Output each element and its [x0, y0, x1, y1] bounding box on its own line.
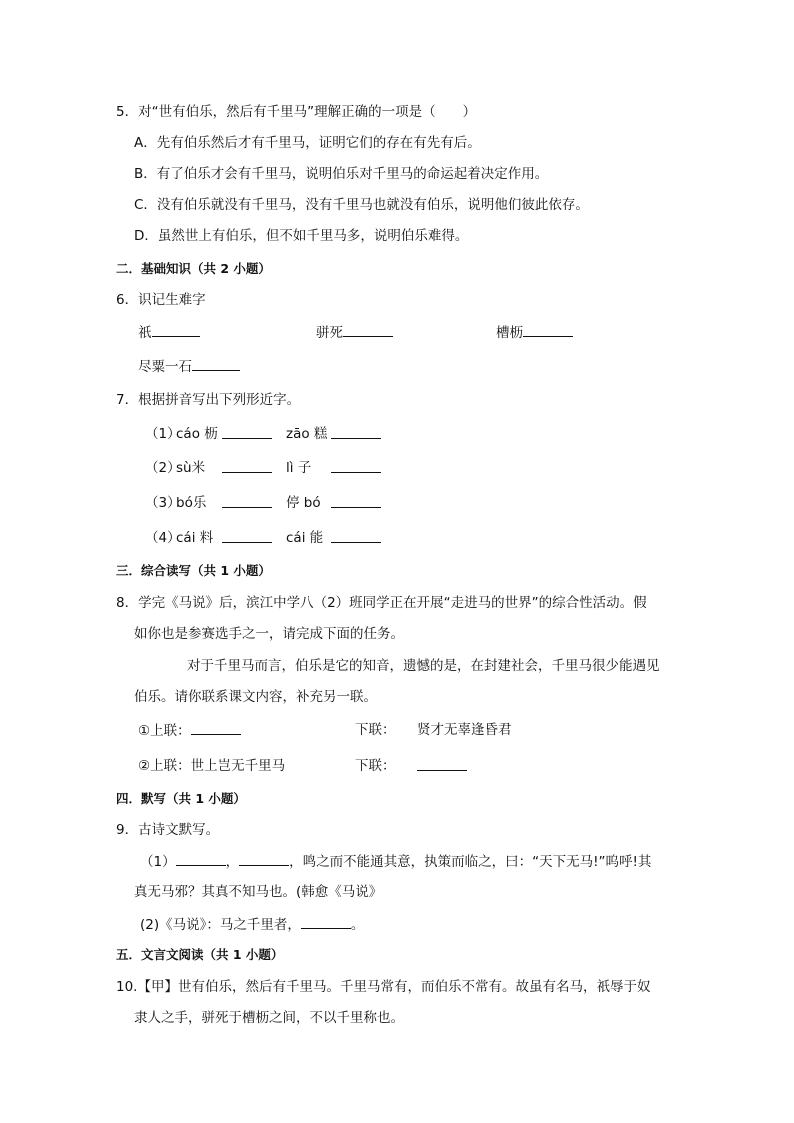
q8-paragraph-line2: 伯乐。请你联系课文内容，补充另一联。	[134, 689, 377, 705]
q6-item	[316, 323, 393, 342]
couplet-1-lower: 贤才无辜逢昏君	[417, 722, 512, 738]
q7-row-num: （2）	[145, 460, 181, 476]
q7-row-num: （4）	[145, 530, 181, 546]
q6-item-label: 祇	[138, 325, 152, 341]
answer-blank[interactable]	[331, 494, 381, 513]
q9-line3	[140, 915, 364, 934]
q6-item-label: 尽粟一石	[138, 359, 192, 375]
q7-row-item-a: bó乐	[176, 495, 207, 511]
couplet-2-lower-label: 下联：	[355, 758, 396, 774]
q8-paragraph-line1: 对于千里马而言，伯乐是它的知音，遗憾的是，在封建社会，千里马很少能遇见	[187, 658, 660, 674]
q9-line1-tail: ，鸣之而不能通其意，执策而临之，曰：“天下无马!”呜呼!其	[289, 854, 652, 870]
answer-blank[interactable]	[331, 459, 381, 478]
section-heading-basic: 二．基础知识（共 2 小题）	[116, 261, 271, 276]
q5-option-b: B．有了伯乐才会有千里马，说明伯乐对千里马的命运起着决定作用。	[134, 166, 549, 182]
q6-item-label: 槽枥	[496, 325, 523, 341]
q9-line1	[140, 852, 651, 871]
q6-stem: 6．识记生难字	[116, 292, 206, 308]
answer-blank[interactable]	[523, 323, 573, 337]
q7-row-num: （3）	[145, 495, 181, 511]
q9-line3-end: 。	[350, 917, 365, 933]
couplet-1-lower-label: 下联：	[355, 722, 396, 738]
q9-stem: 9．古诗文默写。	[116, 822, 220, 838]
answer-blank[interactable]	[417, 757, 467, 776]
section-heading-classical-reading: 五．文言文阅读（共 1 小题）	[116, 947, 284, 962]
q7-row-item-a: cáo 枥	[176, 426, 218, 442]
q10-line1: 10.【甲】世有伯乐，然后有千里马。千里马常有，而伯乐不常有。故虽有名马，祇辱于奴	[116, 979, 651, 995]
q6-item-label: 骈死	[316, 325, 343, 341]
q7-row-item-b: 停 bó	[286, 495, 321, 511]
answer-blank[interactable]	[222, 494, 272, 513]
q6-item	[138, 357, 240, 376]
q7-row-item-b: zāo 糕	[286, 426, 328, 442]
q5-option-d: D．虽然世上有伯乐，但不如千里马多，说明伯乐难得。	[134, 228, 469, 244]
answer-blank[interactable]	[239, 852, 289, 866]
q7-row-item-b: cái 能	[286, 530, 324, 546]
q7-row-item-b: lì 子	[286, 460, 312, 476]
q5-option-a: A．先有伯乐然后才有千里马，证明它们的存在有先有后。	[134, 135, 481, 151]
q6-item	[496, 323, 573, 342]
q9-line3-head: (2)《马说》：马之千里者，	[140, 917, 301, 933]
couplet-1-upper	[138, 721, 241, 740]
q7-stem: 7．根据拼音写出下列形近字。	[116, 392, 301, 408]
answer-blank[interactable]	[343, 323, 393, 337]
answer-blank[interactable]	[331, 529, 381, 548]
answer-blank[interactable]	[331, 425, 381, 444]
q5-option-c: C．没有伯乐就没有千里马，没有千里马也就没有伯乐，说明他们彼此依存。	[134, 197, 589, 213]
answer-blank[interactable]	[301, 915, 351, 929]
q8-stem-line1: 8．学完《马说》后，滨江中学八（2）班同学正在开展“走进马的世界”的综合性活动。假	[116, 595, 647, 611]
answer-blank[interactable]	[222, 529, 272, 548]
couplet-1-upper-label: ①上联：	[138, 723, 191, 739]
answer-blank[interactable]	[152, 323, 200, 337]
answer-blank[interactable]	[176, 852, 226, 866]
section-heading-dictation: 四．默写（共 1 小题）	[116, 791, 246, 806]
q7-row-num: （1）	[145, 426, 181, 442]
q6-item	[138, 323, 200, 342]
couplet-2-upper: ②上联：世上岂无千里马	[138, 758, 286, 774]
answer-blank[interactable]	[222, 425, 272, 444]
q5-stem: 5．对“世有伯乐，然后有千里马”理解正确的一项是（ ）	[116, 104, 477, 120]
q8-stem-line2: 如你也是参赛选手之一，请完成下面的任务。	[134, 626, 404, 642]
answer-blank[interactable]	[192, 357, 240, 371]
q10-line2: 隶人之手，骈死于槽枥之间，不以千里称也。	[134, 1010, 404, 1026]
q9-line1-num: （1）	[140, 854, 176, 870]
q7-row-item-a: cái 料	[176, 530, 214, 546]
q9-line2: 真无马邪？其真不知马也。(韩愈《马说》	[134, 884, 383, 900]
answer-blank[interactable]	[222, 459, 272, 478]
q7-row-item-a: sù米	[176, 460, 206, 476]
q9-line1-comma: ，	[225, 854, 240, 870]
answer-blank[interactable]	[191, 721, 241, 735]
section-heading-reading-writing: 三．综合读写（共 1 小题）	[116, 563, 271, 578]
